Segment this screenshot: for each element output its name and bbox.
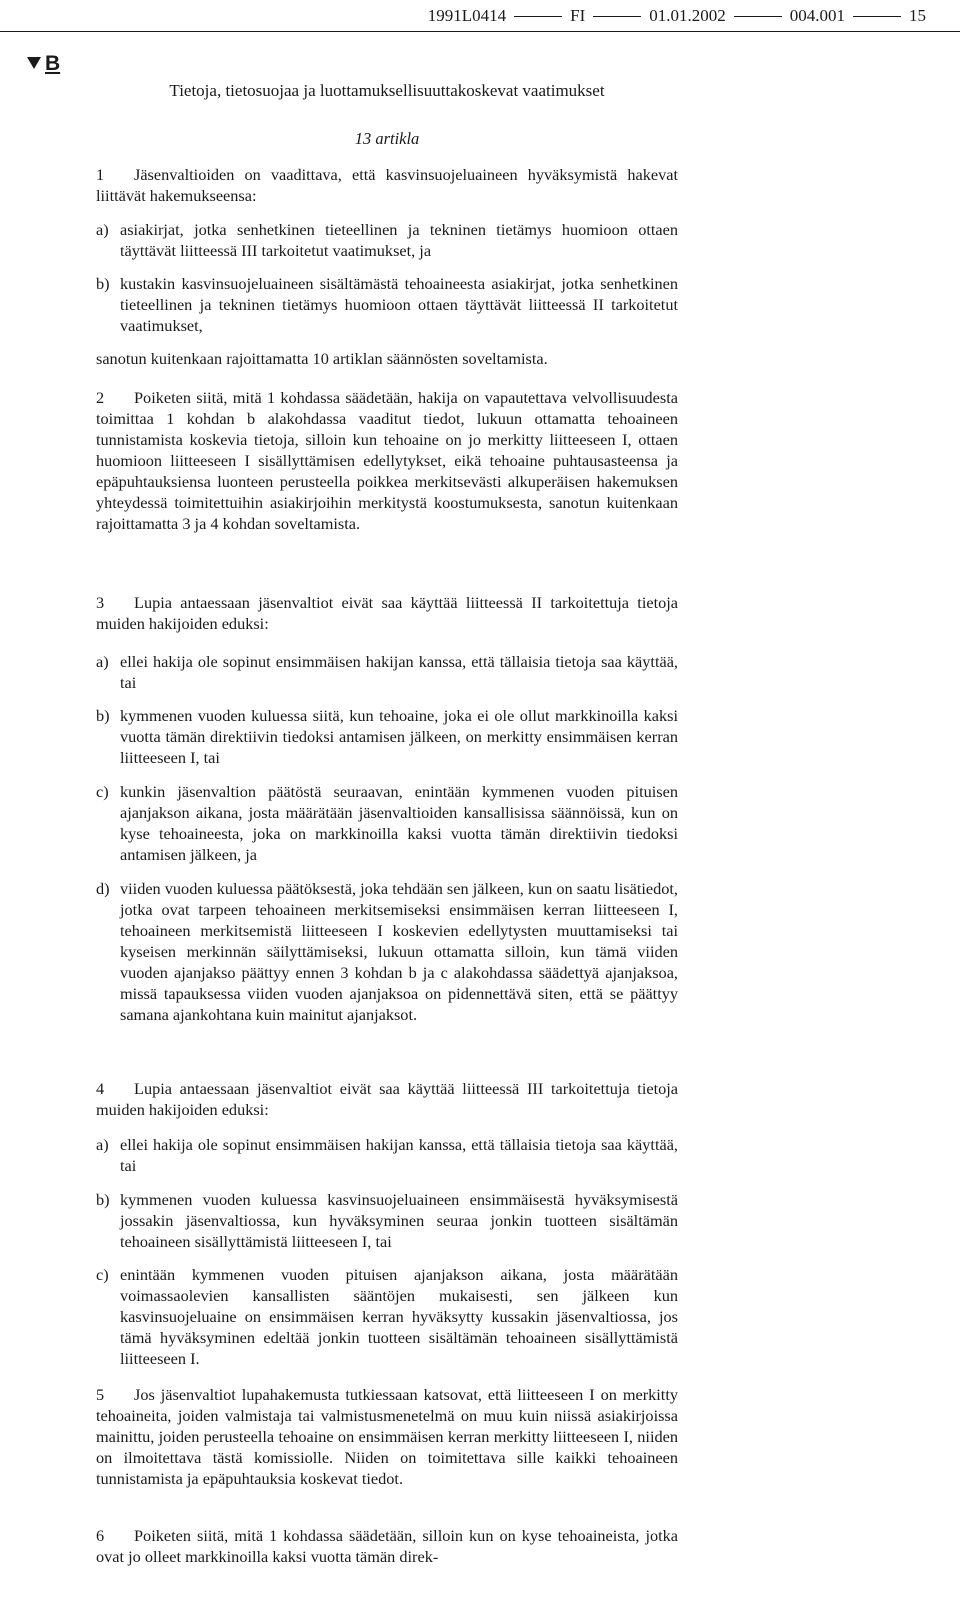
paragraph-text: Jäsenvaltioiden on vaadittava, että kasvinsuojeluaineen hyväksymistä hakevat liittävät hakemukseensa: xyxy=(96,165,678,205)
list-item-text: ellei hakija ole sopinut ensimmäisen hakijan kanssa, että tällaisia tietoja saa käyttää, tai xyxy=(120,1135,678,1175)
page-header xyxy=(428,6,926,26)
list-item-text: viiden vuoden kuluessa päätöksestä, joka tehdään sen jälkeen, kun on saatu lisätiedot, jotka ovat tarpeen tehoaineen merkitsemiseksi ensimmäisen kerran liitteeseen I, tehoaineen merkitsemistä liitteeseen I koskevien edellytysten muuttamiseksi tai kyseisen merkinnän säilyttämiseksi, lukuun ottamatta silloin, kun tämä viiden vuoden ajanjakso päättyy ennen 3 kohdan b ja c alakohdassa säädettyä ajanjaksoa, missä tapauksessa viiden vuoden ajanjaksoa on pidennettävä siten, että se päättyy samana ajankohtana kuin mainitut ajanjaksot. xyxy=(120,879,678,1024)
triangle-down-icon xyxy=(27,57,41,69)
paragraph-number: 5 xyxy=(96,1385,105,1404)
list-item xyxy=(96,651,678,693)
language-code: FI xyxy=(570,6,586,25)
list-item-label: d) xyxy=(96,879,110,898)
list-item xyxy=(96,1264,678,1369)
list-item xyxy=(96,1189,678,1252)
page-number: 15 xyxy=(909,6,926,25)
paragraph-text: Poiketen siitä, mitä 1 kohdassa säädetään, silloin kun on kyse tehoaineista, jotka ovat jo olleet markkinoilla kaksi vuotta tämän direk- xyxy=(96,1526,678,1566)
list-item-text: kunkin jäsenvaltion päätöstä seuraavan, enintään kymmenen vuoden pituisen ajanjakson aikana, josta määrätään jäsenvaltioiden kansallisissa säännöissä, kun on kyse tehoaineesta, joka on markkinoilla kaksi vuotta tämän direktiivin tiedoksi antamisen jälkeen, ja xyxy=(120,782,678,864)
list-item xyxy=(96,273,678,336)
list-item-text: asiakirjat, jotka senhetkinen tieteellinen ja tekninen tietämys huomioon ottaen täyttävät liitteessä III tarkoitetut vaatimukset, ja xyxy=(120,220,678,260)
list-item-text: ellei hakija ole sopinut ensimmäisen hakijan kanssa, että tällaisia tietoja saa käyttää, tai xyxy=(120,652,678,692)
document-id: 1991L0414 xyxy=(427,6,507,25)
paragraph-6 xyxy=(96,1525,678,1567)
list-item-label: c) xyxy=(96,782,109,801)
list-item xyxy=(96,878,678,1025)
list-item-label: a) xyxy=(96,1135,109,1154)
list-item-text: kustakin kasvinsuojeluaineen sisältämästä tehoaineesta asiakirjat, jotka senhetkinen tieteellinen ja tekninen tietämys huomioon ottaen täyttävät liitteessä II tarkoitetut vaatimukset, xyxy=(120,274,678,335)
section-title: Tietoja, tietosuojaa ja luottamuksellisuuttakoskevat vaatimukset xyxy=(169,81,605,100)
paragraph-2 xyxy=(96,387,678,534)
header-separator xyxy=(514,16,562,17)
paragraph-text: Lupia antaessaan jäsenvaltiot eivät saa käyttää liitteessä II tarkoitettuja tietoja muiden hakijoiden eduksi: xyxy=(96,593,678,633)
list-item-label: a) xyxy=(96,652,109,671)
list-item-label: b) xyxy=(96,274,110,293)
paragraph-number: 4 xyxy=(96,1079,105,1098)
consolidation-date: 01.01.2002 xyxy=(649,6,726,25)
paragraph-1 xyxy=(96,164,678,206)
header-separator xyxy=(734,16,782,17)
version-number: 004.001 xyxy=(789,6,845,25)
paragraph-4 xyxy=(96,1078,678,1120)
list-item xyxy=(96,219,678,261)
list-item-label: b) xyxy=(96,706,110,725)
header-separator xyxy=(853,16,901,17)
paragraph-text: Lupia antaessaan jäsenvaltiot eivät saa käyttää liitteessä III tarkoitettuja tietoja muiden hakijoiden eduksi: xyxy=(96,1079,678,1119)
paragraph-text: Jos jäsenvaltiot lupahakemusta tutkiessaan katsovat, että liitteeseen I on merkitty tehoaineita, joiden valmistaja tai valmistusmenetelmä on muu kuin niissä asiakirjoissa mainittu, joiden perusteella tehoaine on ensimmäisen kerran merkitty liitteeseen I, niiden on ilmoitettava tästä komissiolle. Niiden on toimitettava sille kaikki tehoaineen tunnistamista ja epäpuhtauksia koskevat tiedot. xyxy=(96,1385,678,1488)
paragraph-number: 1 xyxy=(96,165,105,184)
paragraph-number: 6 xyxy=(96,1526,105,1545)
list-item xyxy=(96,781,678,865)
paragraph-5 xyxy=(96,1384,678,1489)
header-separator xyxy=(593,16,641,17)
paragraph-1-closing: sanotun kuitenkaan rajoittamatta 10 artiklan säännösten soveltamista. xyxy=(96,349,548,368)
list-item-label: b) xyxy=(96,1190,110,1209)
paragraph-text: Poiketen siitä, mitä 1 kohdassa säädetään, hakija on vapautettava velvollisuudesta toimittaa 1 kohdan b alakohdassa vaaditut tiedot, lukuun ottamatta tehoaineen tunnistamista koskevia tietoja, silloin kun tehoaine on jo merkitty liitteeseen I, ottaen huomioon liitteeseen I sisällyttämisen edellytykset, eikä tehoaine puhtausasteensa ja epäpuhtauksiensa luonteen perusteella poikkea merkitsevästi alkuperäisen hakemuksen yhteydessä toimitettuihin asiakirjoihin merkitystä koostumuksesta, sanotun kuitenkaan rajoittamatta 3 ja 4 kohdan soveltamista. xyxy=(96,388,678,533)
list-item xyxy=(96,705,678,768)
header-rule xyxy=(0,31,960,32)
list-item-label: c) xyxy=(96,1265,109,1284)
list-item-label: a) xyxy=(96,220,109,239)
article-heading: 13 artikla xyxy=(354,129,420,148)
paragraph-number: 2 xyxy=(96,388,105,407)
list-item-text: kymmenen vuoden kuluessa kasvinsuojeluaineen ensimmäisestä hyväksymisestä jossakin jäsenvaltiossa, kun hyväksyminen seuraa jonkin tuotteen sisältämän tehoaineen sisällyttämistä liitteeseen I, tai xyxy=(120,1190,678,1251)
amendment-marker-letter: B xyxy=(45,52,61,75)
list-item-text: enintään kymmenen vuoden pituisen ajanjakson aikana, josta määrätään voimassaolevien kansallisten sääntöjen mukaisesti, sen jälkeen kun kasvinsuojeluaine on ensimmäisen kerran hyväksytty kussakin jäsenvaltiossa, jos tämä hyväksyminen edeltää jonkin tuotteen sisältämän tehoaineen sisällyttämistä liitteeseen I. xyxy=(120,1265,678,1368)
amendment-marker xyxy=(27,52,60,76)
list-item xyxy=(96,1134,678,1176)
paragraph-3 xyxy=(96,592,678,634)
list-item-text: kymmenen vuoden kuluessa siitä, kun tehoaine, joka ei ole ollut markkinoilla kaksi vuotta tämän direktiivin tiedoksi antamisen jälkeen, on merkitty ensimmäisen kerran liitteeseen I, tai xyxy=(120,706,678,767)
paragraph-number: 3 xyxy=(96,593,105,612)
